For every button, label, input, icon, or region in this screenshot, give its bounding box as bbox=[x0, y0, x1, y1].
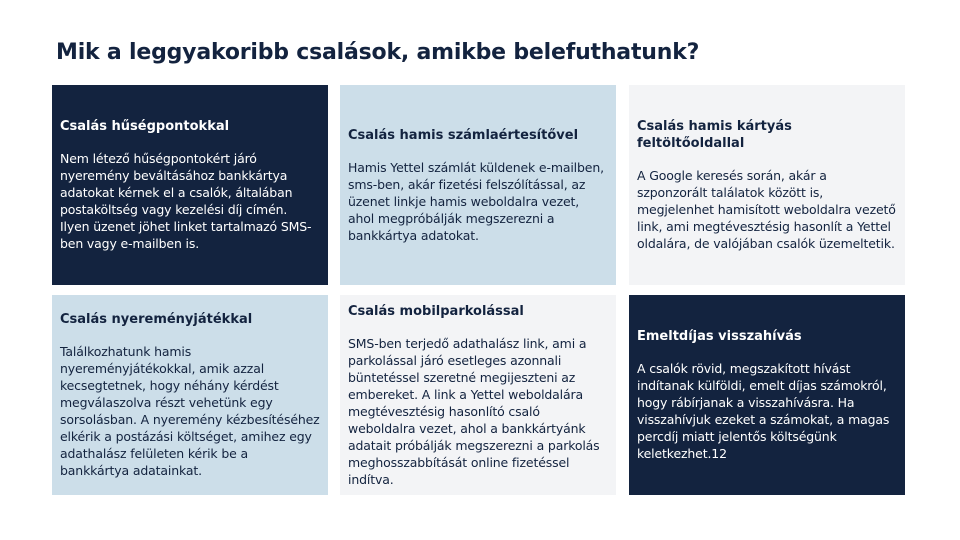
card-loyalty-points-scam bbox=[52, 85, 328, 285]
card-title: Csalás hamis számlaértesítővel bbox=[348, 127, 579, 143]
card-title: Csalás nyereményjátékkal bbox=[60, 312, 253, 327]
page-title: Mik a leggyakoribb csalások, amikbe belefuthatunk? bbox=[56, 40, 700, 65]
card-premium-callback-scam bbox=[629, 295, 905, 495]
card-prize-game-scam bbox=[52, 295, 328, 495]
card-body: A csalók rövid, megszakított hívást indítanak külföldi, emelt díjas számokról, hogy rábírjanak a visszahívásra. Ha visszahívjuk ezeket a számokat, a magas percdíj miatt jelentős költségünk keletkezhet.12 bbox=[637, 361, 890, 461]
card-body: Hamis Yettel számlát küldenek e-mailben, sms-ben, akár fizetési felszólítással, az üzenet linkje hamis weboldalra vezet, ahol megpróbálják megszerezni a bankkártya adatokat. bbox=[348, 159, 604, 243]
card-mobile-parking-scam bbox=[340, 295, 616, 495]
card-body: SMS-ben terjedő adathalász link, ami a parkolással járó esetleges azonnali büntetéssel szeretné megijeszteni az embereket. A link a Yettel weboldalára megtévesztésig hasonlító csaló weboldalra vezet, ahol a bankkártyánk adatait próbálják megszerezni a parkolás meghosszabbítását online fizetéssel indítva. bbox=[348, 335, 600, 487]
card-body: A Google keresés során, akár a szponzorált találatok között is, megjelenhet hamisított weboldalra vezető link, ami megtévesztésig hasonlít a Yettel oldalára, de valójában csalók üzemeltetik. bbox=[637, 168, 896, 251]
card-title: Emeltdíjas visszahívás bbox=[637, 329, 802, 344]
card-body: Találkozhatunk hamis nyereményjátékokkal, amik azzal kecsegtetnek, hogy néhány kérdést megválaszolva részt vehetünk egy sorsolásban. A nyeremény kézbesítéséhez elkérik a postázási költséget, amihez egy adathalász felületen kérik be a bankkártya adatainkat. bbox=[60, 344, 320, 478]
card-body: Nem létező hűségpontokért járó nyeremény beváltásához bankkártya adatokat kérnek el a csalók, általában postaköltség vagy kezelési díj címén. Ilyen üzenet jöhet linket tartalmazó SMS-ben vagy e-mailben is. bbox=[60, 151, 312, 251]
card-fake-invoice-scam bbox=[340, 85, 616, 285]
card-fake-topup-page-scam bbox=[629, 85, 905, 285]
card-title: Csalás mobilparkolással bbox=[348, 303, 524, 319]
card-title: Csalás hamis kártyás feltöltőoldallal bbox=[637, 119, 792, 151]
card-title: Csalás hűségpontokkal bbox=[60, 119, 230, 134]
